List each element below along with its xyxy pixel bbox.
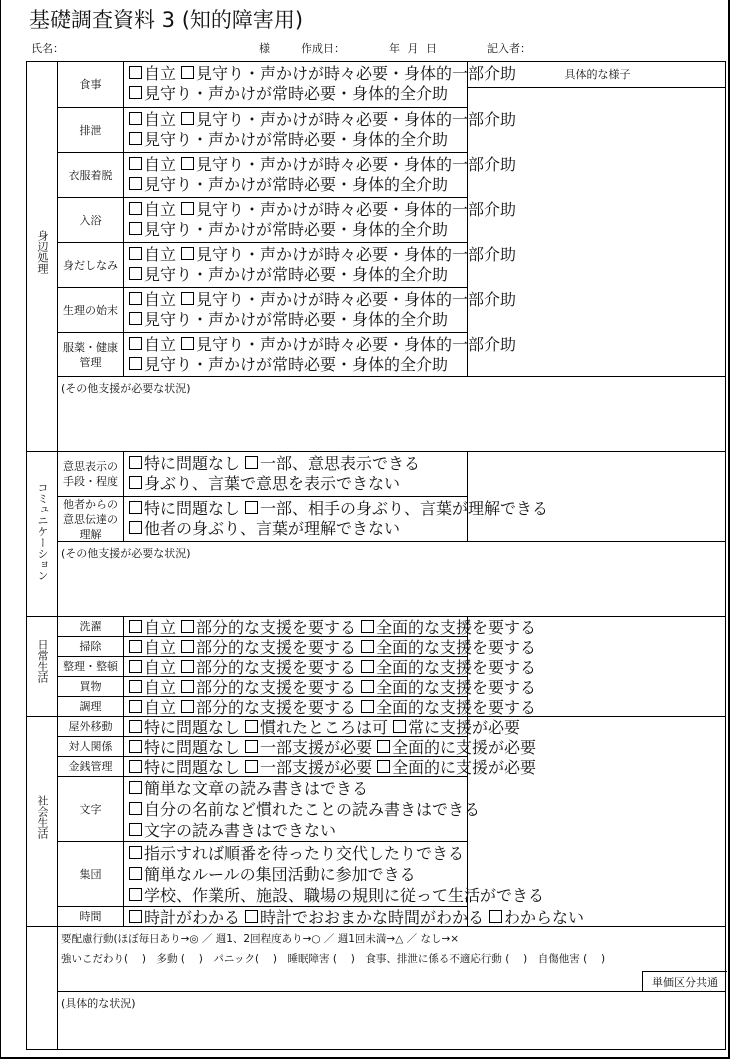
checkbox[interactable] [181, 202, 194, 215]
social-life-item-group [57, 841, 123, 906]
social-life-item-label: 時間 [79, 910, 102, 923]
checkbox[interactable] [129, 846, 142, 859]
section-label-communication: コミュニケーション [36, 482, 49, 581]
checkbox[interactable] [129, 640, 142, 653]
self-care-other-field[interactable] [57, 376, 726, 451]
option-line [129, 289, 521, 309]
checkbox[interactable] [181, 247, 194, 260]
option-label: 見守り・声かけが時々必要・身体的一部介助 [196, 289, 517, 309]
option-line [129, 63, 521, 83]
checkbox[interactable] [245, 760, 258, 773]
option-label: 特に問題なし [144, 717, 241, 737]
option-line [129, 677, 541, 697]
checkbox[interactable] [129, 888, 142, 901]
option-label: 全面的な支援を要する [376, 697, 537, 717]
option-label: 自立 [144, 334, 177, 354]
checkbox[interactable] [393, 720, 406, 733]
option-label: 全面的な支援を要する [376, 637, 537, 657]
checkbox[interactable] [181, 700, 194, 713]
option-label: 身ぶり、言葉で意思を表示できない [144, 473, 401, 493]
social-life-item-label: 金銭管理 [68, 760, 113, 773]
self-care-item-label: 衣服着脱 [68, 168, 113, 182]
option-label: 指示すれば順番を待ったり交代したりできる [144, 843, 465, 863]
option-line [129, 637, 541, 657]
page-title: 基礎調査資料 3 (知的障害用) [29, 8, 304, 32]
checkbox[interactable] [129, 720, 142, 733]
checkbox[interactable] [129, 456, 142, 469]
checkbox[interactable] [129, 781, 142, 794]
checkbox[interactable] [245, 910, 258, 923]
self-care-item [57, 107, 123, 152]
option-line [129, 83, 453, 103]
option-line [129, 334, 521, 354]
checkbox[interactable] [245, 740, 258, 753]
checkbox[interactable] [489, 910, 502, 923]
communication-other-field[interactable] [57, 541, 726, 616]
option-label: 全面的に支援が必要 [392, 737, 537, 757]
option-label: 自立 [144, 657, 177, 677]
daily-life-item-label: 整理・整頓 [63, 660, 118, 673]
option-line [129, 174, 453, 194]
option-label: わからない [504, 907, 585, 927]
option-line [129, 309, 453, 329]
option-label: 見守り・声かけが時々必要・身体的一部介助 [196, 109, 517, 129]
social-life-item-letters [57, 776, 123, 841]
option-label: 見守り・声かけが常時必要・身体的全介助 [144, 354, 449, 374]
option-label: 見守り・声かけが時々必要・身体的一部介助 [196, 199, 517, 219]
daily-life-options [123, 676, 537, 697]
option-line [129, 907, 589, 927]
option-label: 自立 [144, 199, 177, 219]
self-care-options [123, 62, 517, 107]
self-care-item-label: 服薬・健康管理 [63, 340, 118, 369]
checkbox[interactable] [361, 660, 374, 673]
self-care-item [57, 287, 123, 332]
checkbox[interactable] [181, 337, 194, 350]
option-label: 見守り・声かけが常時必要・身体的全介助 [144, 264, 449, 284]
details-header: 具体的な様子 [564, 68, 631, 81]
option-line [129, 717, 525, 737]
option-label: 自立 [144, 289, 177, 309]
option-label: 全面的に支援が必要 [392, 757, 537, 777]
checkbox[interactable] [129, 337, 142, 350]
self-care-item [57, 197, 123, 242]
checkbox[interactable] [129, 700, 142, 713]
checkbox[interactable] [129, 760, 142, 773]
option-label: 自立 [144, 697, 177, 717]
social-life-item-money [57, 756, 123, 776]
checkbox[interactable] [181, 292, 194, 305]
social-life-item-label: 集団 [79, 867, 102, 881]
option-label: 自立 [144, 63, 177, 83]
date-units: 年 月 日 [389, 42, 437, 55]
option-label: 見守り・声かけが時々必要・身体的一部介助 [196, 63, 517, 83]
option-label: 自立 [144, 637, 177, 657]
option-label: 自分の名前など慣れたことの読み書きはできる [144, 799, 481, 819]
option-label: 特に問題なし [144, 757, 241, 777]
comm-options-expression [123, 451, 467, 496]
checkbox[interactable] [377, 740, 390, 753]
option-label: 見守り・声かけが時々必要・身体的一部介助 [196, 154, 517, 174]
checkbox[interactable] [129, 247, 142, 260]
self-care-item-label: 生理の始末 [63, 303, 118, 317]
option-label: 自立 [144, 617, 177, 637]
self-care-options [123, 107, 517, 152]
checkbox[interactable] [129, 292, 142, 305]
option-line [129, 199, 521, 219]
section-label-social-life: 社会生活 [36, 795, 49, 839]
option-line [129, 129, 453, 149]
option-label: 文字の読み書きはできない [144, 820, 337, 840]
section-label-self-care: 身辺処理 [36, 230, 49, 274]
option-label: 部分的な支援を要する [196, 617, 357, 637]
checkbox[interactable] [129, 867, 142, 880]
social-life-options-time [123, 906, 585, 927]
checkbox[interactable] [129, 680, 142, 693]
checkbox[interactable] [129, 660, 142, 673]
checkbox[interactable] [245, 720, 258, 733]
self-care-options [123, 242, 517, 287]
checkbox[interactable] [361, 680, 374, 693]
option-label: 特に問題なし [144, 737, 241, 757]
option-line [129, 757, 541, 777]
checkbox[interactable] [181, 112, 194, 125]
checkbox[interactable] [377, 760, 390, 773]
checkbox[interactable] [129, 177, 142, 190]
social-life-item-label: 屋外移動 [68, 720, 113, 733]
option-line [129, 885, 549, 905]
option-line [129, 820, 341, 840]
checkbox[interactable] [245, 501, 258, 514]
section-communication [27, 451, 57, 616]
checkbox[interactable] [129, 910, 142, 923]
checkbox[interactable] [129, 312, 142, 325]
option-label: 他者の身ぶり、言葉が理解できない [144, 518, 401, 538]
behavior-detail-note: (具体的な状況) [61, 997, 136, 1010]
option-label: 見守り・声かけが常時必要・身体的全介助 [144, 83, 449, 103]
checkbox[interactable] [245, 456, 258, 469]
checkbox[interactable] [129, 357, 142, 370]
checkbox[interactable] [129, 157, 142, 170]
behavior-detail-field[interactable] [57, 991, 726, 1050]
option-label: 全面的な支援を要する [376, 617, 537, 637]
option-label: 慣れたところは可 [260, 717, 389, 737]
option-line [129, 843, 469, 863]
section-social-life [27, 716, 57, 926]
unit-price-badge: 単価区分共通 [642, 971, 727, 991]
checkbox[interactable] [129, 202, 142, 215]
recorder-label: 記入者： [487, 42, 531, 55]
comm-item-label: 他者からの意思伝達の理解 [63, 497, 118, 541]
option-line [129, 617, 541, 637]
option-label: 見守り・声かけが時々必要・身体的一部介助 [196, 334, 517, 354]
social-life-options-group [123, 841, 545, 906]
option-label: 見守り・声かけが常時必要・身体的全介助 [144, 129, 449, 149]
self-care-item [57, 332, 123, 376]
section-label-daily-life: 日常生活 [36, 639, 49, 683]
self-care-other-note: (その他支援が必要な状況) [61, 382, 191, 395]
daily-life-item [57, 676, 123, 696]
assessment-table [26, 61, 726, 1050]
option-line [129, 799, 485, 819]
option-label: 時計がわかる [144, 907, 241, 927]
self-care-options [123, 332, 517, 376]
option-label: 時計でおおまかな時間がわかる [260, 907, 485, 927]
social-life-item-relations [57, 736, 123, 756]
honorific-label: 様 [259, 42, 270, 55]
option-label: 見守り・声かけが常時必要・身体的全介助 [144, 174, 449, 194]
checkbox[interactable] [129, 521, 142, 534]
option-line [129, 354, 453, 374]
created-date-label: 作成日： [301, 42, 345, 55]
option-label: 学校、作業所、施設、職場の規則に従って生活ができる [144, 885, 545, 905]
option-label: 部分的な支援を要する [196, 697, 357, 717]
option-label: 部分的な支援を要する [196, 657, 357, 677]
option-label: 常に支援が必要 [408, 717, 521, 737]
behavior-block [57, 926, 726, 991]
self-care-item-label: 排泄 [79, 123, 102, 137]
social-life-item-outdoor [57, 716, 123, 736]
checkbox[interactable] [129, 476, 142, 489]
option-line [129, 264, 453, 284]
checkbox[interactable] [129, 66, 142, 79]
option-label: 一部、相手の身ぶり、言葉が理解できる [260, 498, 549, 518]
daily-life-options [123, 696, 537, 717]
comm-options-understanding [123, 496, 549, 541]
self-care-item-label: 食事 [79, 77, 102, 91]
option-label: 部分的な支援を要する [196, 637, 357, 657]
self-care-item-label: 入浴 [79, 213, 102, 227]
behavior-items: 強いこだわり( ) 多動 ( ) パニック( ) 睡眠障害 ( ) 食事、排泄に係る不適応行動 ( ) 自傷他害 ( ) [61, 953, 606, 965]
option-label: 特に問題なし [144, 453, 241, 473]
comm-item-label: 意思表示の手段・程度 [63, 460, 118, 488]
option-line [129, 657, 541, 677]
daily-life-item [57, 656, 123, 676]
name-label: 氏名： [31, 42, 64, 55]
daily-life-options [123, 656, 537, 677]
daily-life-item-label: 洗濯 [79, 620, 102, 633]
option-label: 自立 [144, 244, 177, 264]
self-care-item [57, 242, 123, 287]
checkbox[interactable] [181, 680, 194, 693]
option-line [129, 737, 541, 757]
checkbox[interactable] [361, 620, 374, 633]
checkbox[interactable] [129, 802, 142, 815]
option-label: 自立 [144, 109, 177, 129]
checkbox[interactable] [181, 66, 194, 79]
social-life-options-letters [123, 776, 481, 841]
social-life-item-label: 対人関係 [68, 740, 113, 753]
checkbox[interactable] [129, 823, 142, 836]
daily-life-item-label: 調理 [79, 700, 102, 713]
section-self-care [27, 62, 57, 451]
checkbox[interactable] [181, 157, 194, 170]
self-care-options [123, 287, 517, 332]
option-line [129, 154, 521, 174]
checkbox[interactable] [129, 112, 142, 125]
option-label: 見守り・声かけが時々必要・身体的一部介助 [196, 244, 517, 264]
self-care-item [57, 152, 123, 197]
option-label: 一部支援が必要 [260, 757, 373, 777]
option-line [129, 864, 421, 884]
option-line [129, 244, 521, 264]
social-life-item-time [57, 906, 123, 926]
self-care-item-label: 身だしなみ [63, 258, 118, 272]
checkbox[interactable] [129, 740, 142, 753]
option-line [129, 778, 373, 798]
option-label: 簡単な文章の読み書きはできる [144, 778, 369, 798]
comm-item-understanding [57, 496, 123, 541]
checkbox[interactable] [129, 267, 142, 280]
social-life-options-money [123, 756, 537, 777]
option-label: 見守り・声かけが常時必要・身体的全介助 [144, 219, 449, 239]
option-line [129, 697, 541, 717]
checkbox[interactable] [129, 86, 142, 99]
communication-other-note: (その他支援が必要な状況) [61, 547, 191, 560]
section-daily-life [27, 616, 57, 716]
social-life-options-relations [123, 736, 537, 757]
checkbox[interactable] [129, 222, 142, 235]
self-care-options [123, 197, 517, 242]
checkbox[interactable] [361, 700, 374, 713]
checkbox[interactable] [129, 620, 142, 633]
option-label: 自立 [144, 677, 177, 697]
social-life-options-outdoor [123, 716, 521, 737]
option-label: 自立 [144, 154, 177, 174]
option-label: 見守り・声かけが常時必要・身体的全介助 [144, 309, 449, 329]
section-behavior [27, 926, 57, 1050]
daily-life-options [123, 616, 537, 637]
checkbox[interactable] [181, 640, 194, 653]
self-care-options [123, 152, 517, 197]
checkbox[interactable] [129, 501, 142, 514]
option-label: 簡単なルールの集団活動に参加できる [144, 864, 416, 884]
daily-life-item [57, 616, 123, 636]
option-label: 全面的な支援を要する [376, 657, 537, 677]
option-line [129, 109, 521, 129]
option-label: 全面的な支援を要する [376, 677, 537, 697]
checkbox[interactable] [129, 132, 142, 145]
option-line [129, 219, 453, 239]
option-label: 一部支援が必要 [260, 737, 373, 757]
daily-life-item-label: 買物 [79, 680, 102, 693]
checkbox[interactable] [361, 640, 374, 653]
behavior-legend: 要配慮行動(ほぼ毎日あり→◎ ／ 週1、2回程度あり→○ ／ 週1回未満→△ ／ なし→× [61, 933, 460, 945]
option-label: 部分的な支援を要する [196, 677, 357, 697]
option-label: 特に問題なし [144, 498, 241, 518]
daily-life-options [123, 636, 537, 657]
option-label: 一部、意思表示できる [260, 453, 421, 473]
self-care-item [57, 62, 123, 107]
details-field-communication[interactable] [467, 451, 726, 541]
checkbox[interactable] [181, 660, 194, 673]
daily-life-item-label: 掃除 [79, 640, 102, 653]
social-life-item-label: 文字 [79, 802, 102, 816]
daily-life-item [57, 636, 123, 656]
checkbox[interactable] [181, 620, 194, 633]
comm-item-expression [57, 451, 123, 496]
daily-life-item [57, 696, 123, 716]
